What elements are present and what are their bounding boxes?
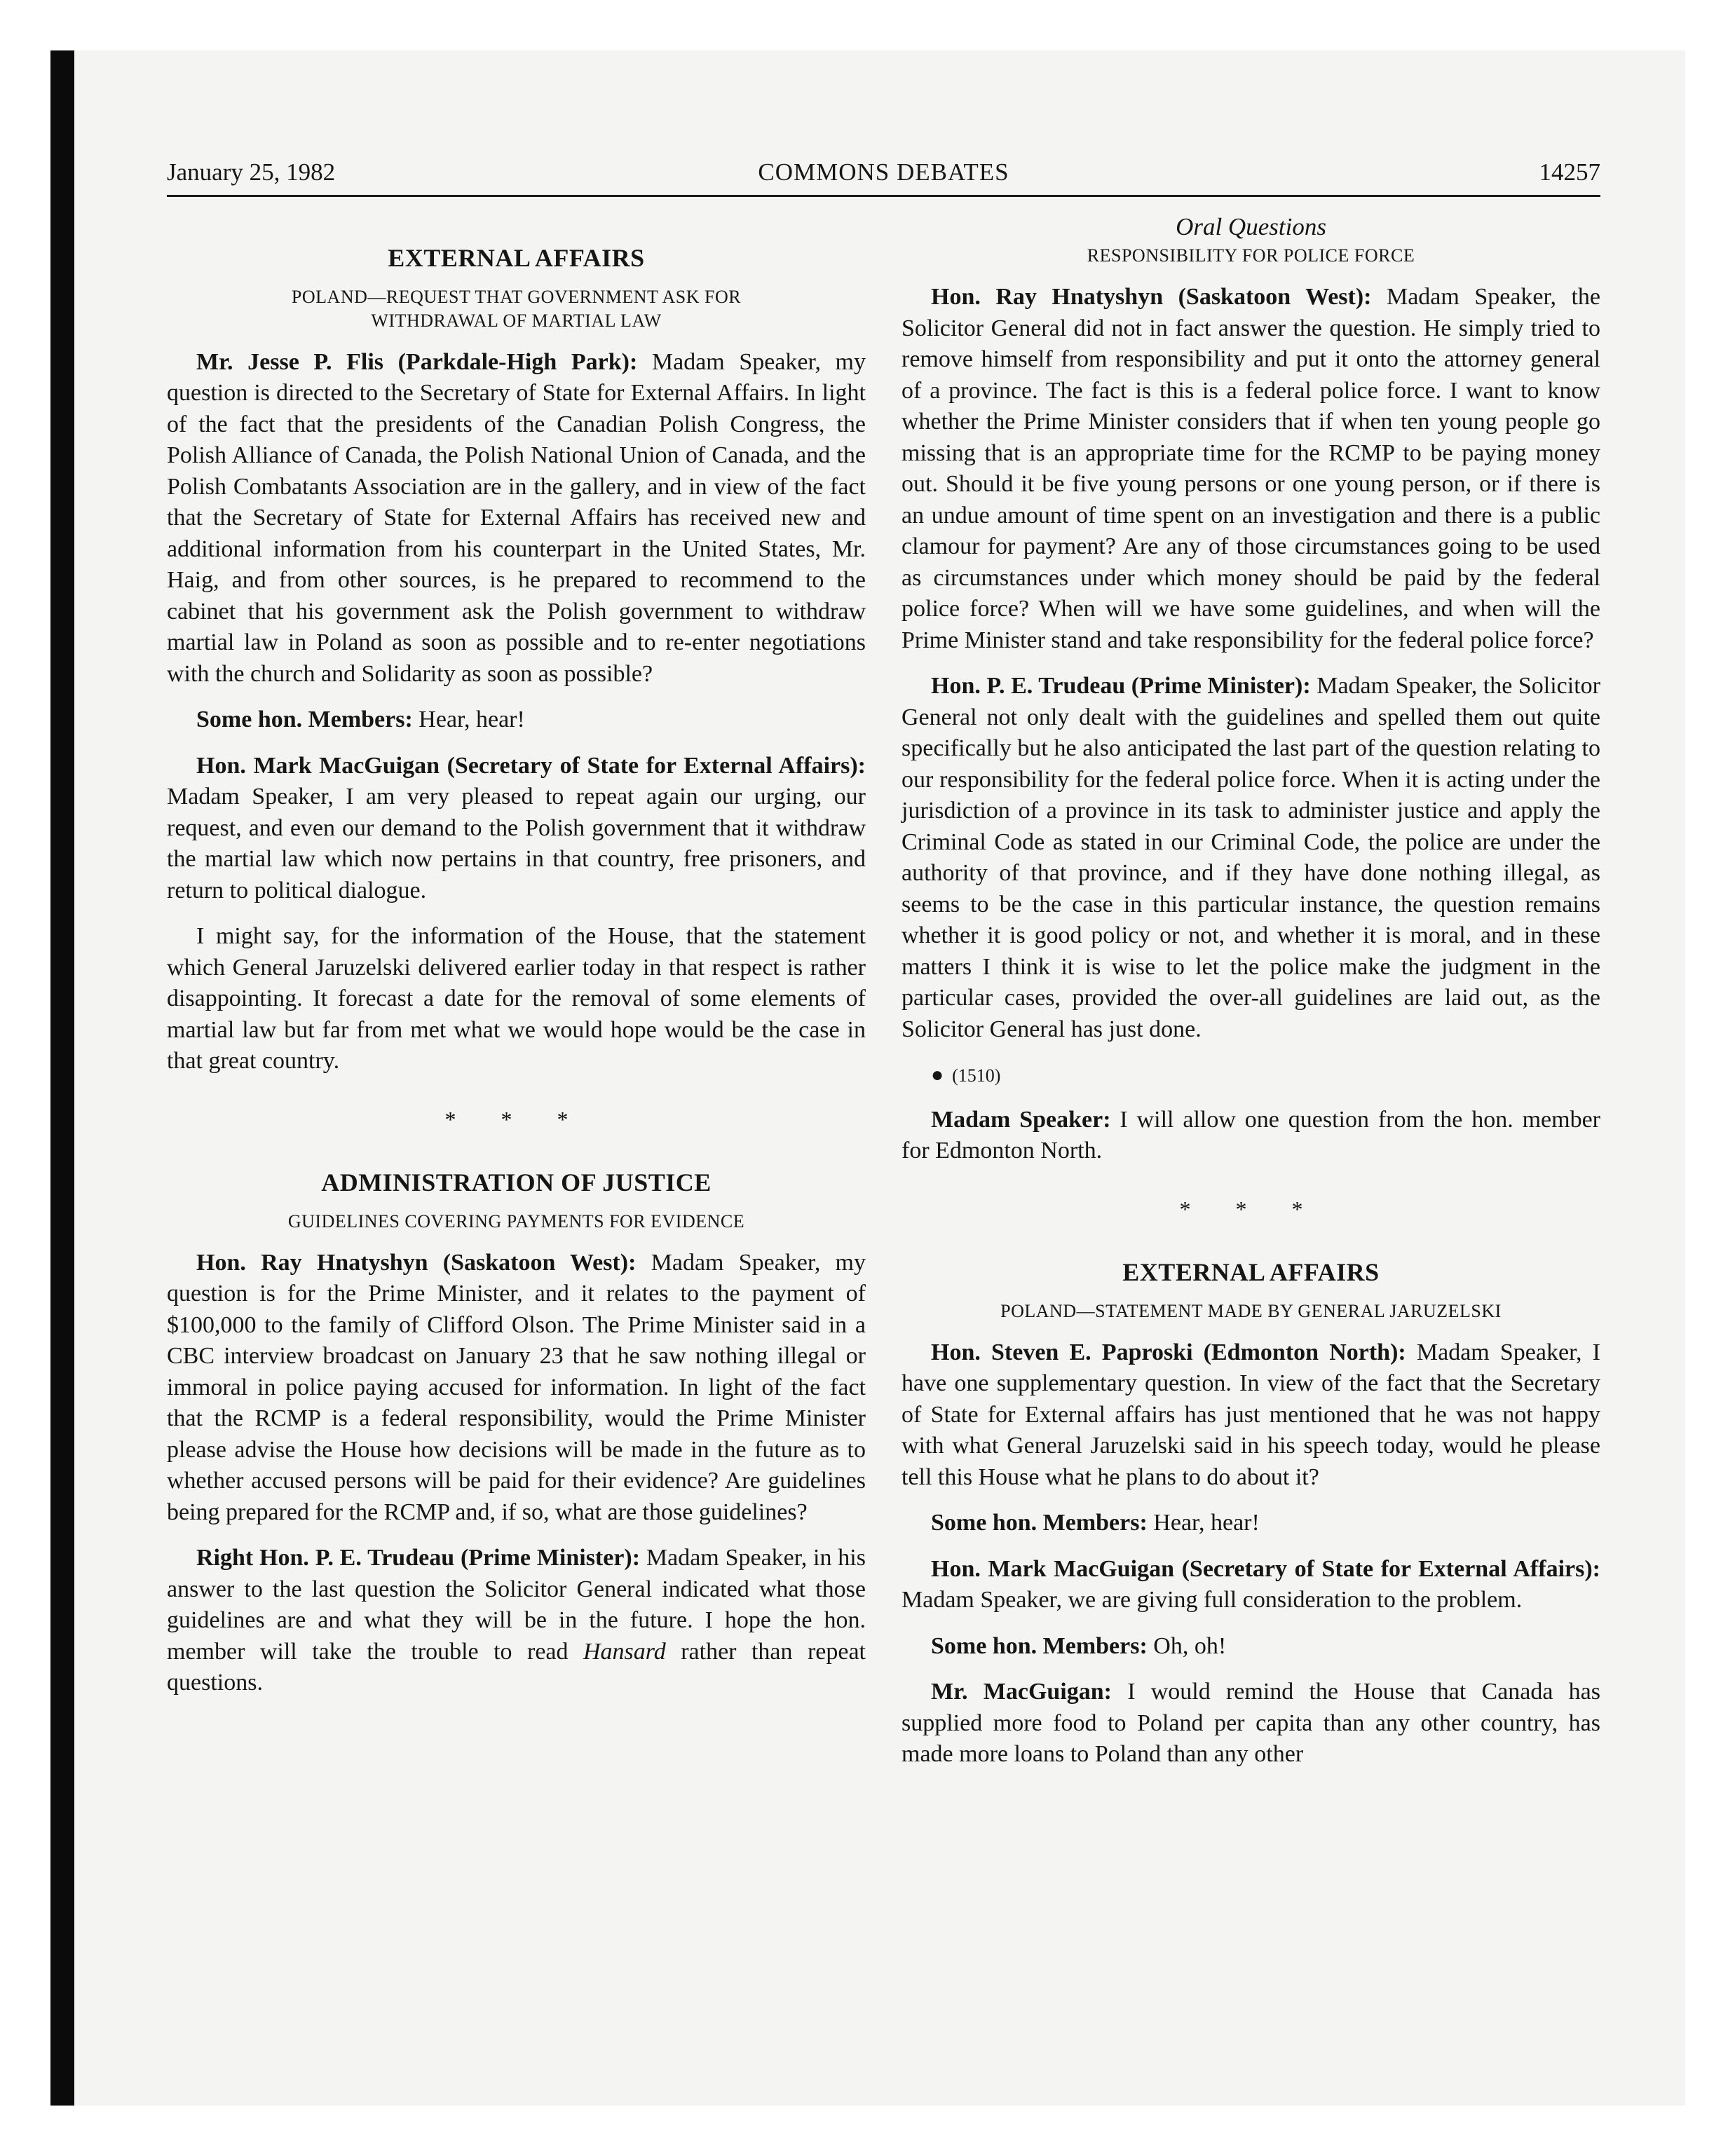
speaker-name: Hon. Mark MacGuigan (Secretary of State for External Affairs): [931, 1555, 1600, 1582]
speech-text: I would remind the House that Canada has supplied more food to Poland per capita than any other country, has made more loans to Poland than any other [901, 1679, 1601, 1767]
timestamp [931, 1060, 1600, 1092]
speech-text: Madam Speaker, I have one supplementary question. In view of the fact that the Secretary of State for External affairs has just mentioned that he was not happy with what General Jaruzelski said in his speech today, would he please tell this House what he plans to do about it? [901, 1339, 1600, 1490]
speaker-name: Hon. Ray Hnatyshyn (Saskatoon West): [931, 284, 1372, 310]
speech-paragraph [167, 704, 866, 736]
speaker-name: Madam Speaker: [931, 1106, 1111, 1133]
speech-paragraph [901, 1337, 1600, 1494]
speech-paragraph [901, 671, 1600, 1045]
section-label-oral-questions: Oral Questions [1176, 213, 1326, 240]
speech-paragraph [167, 347, 866, 690]
section-heading-external-affairs: EXTERNAL AFFAIRS [388, 244, 645, 272]
left-column [167, 213, 866, 1699]
speaker-name: Hon. Steven E. Paproski (Edmonton North): [931, 1339, 1406, 1365]
speech-text: Oh, oh! [1147, 1632, 1227, 1659]
page-header [167, 156, 1600, 197]
subheading-guidelines: GUIDELINES COVERING PAYMENTS FOR EVIDENCE [287, 1210, 745, 1231]
speaker-name: Some hon. Members: [931, 1510, 1148, 1536]
speech-text: Madam Speaker, my question is for the Prime Minister, and it relates to the payment of $100,000 to the family of Clifford Olson. The Prime Minister said in a CBC interview broadcast on January 23 that he saw nothing illegal or immoral in police paying accused for information. In light of the fact that the RCMP is a federal responsibility, would the Prime Minister please advise the House how decisions will be made in the future as to whether accused persons will be paid for their evidence? Are guidelines being prepared for the RCMP and, if so, what are those guidelines? [167, 1249, 866, 1525]
bullet-icon: ● [931, 1063, 944, 1086]
section-separator: * * * [444, 1106, 588, 1132]
speech-paragraph: I might say, for the information of the House, that the statement which General Jaruzelski delivered earlier today in that respect is rather disappointing. It forecast a date for the removal of some elements of martial law but far from met what we would hope would be the case in that great country. [167, 923, 866, 1074]
speech-text-italic: Hansard [583, 1638, 666, 1665]
speech-text: Madam Speaker, my question is directed to the Secretary of State for External Affairs. In light of the fact that the presidents of the Canadian Polish Congress, the Polish Alliance of Canada, the Polish National Union of Canada, and the Polish Combatants Association are in the gallery, and in view of the fact that the Secretary of State for External Affairs has received new and additional information from his counterpart in the United States, Mr. Haig, and from other sources, is he prepared to recommend to the cabinet that his government ask the Polish government to withdraw martial law in Poland as soon as possible and to re-enter negotiations with the church and Solidarity as soon as possible? [167, 348, 866, 687]
header-page-number: 14257 [1539, 158, 1600, 186]
subheading-poland-request [167, 285, 866, 333]
speaker-name: Some hon. Members: [931, 1632, 1148, 1659]
speech-text: Madam Speaker, we are giving full consideration to the problem. [901, 1587, 1523, 1613]
subheading-police-force: RESPONSIBILITY FOR POLICE FORCE [1087, 245, 1415, 266]
timestamp-text: (1510) [952, 1065, 1001, 1086]
speech-paragraph [167, 1543, 866, 1699]
speaker-name: Hon. Ray Hnatyshyn (Saskatoon West): [196, 1249, 637, 1276]
speaker-name: Right Hon. P. E. Trudeau (Prime Minister): [196, 1545, 641, 1571]
speech-text: rather than repeat questions. [167, 1638, 866, 1696]
speech-paragraph [167, 1248, 866, 1529]
speaker-name: Hon. Mark MacGuigan (Secretary of State for External Affairs): [196, 752, 866, 779]
speech-text: Hear, hear! [1147, 1510, 1260, 1536]
speech-paragraph [901, 1105, 1600, 1167]
subheading-line-1: POLAND—REQUEST THAT GOVERNMENT ASK FOR [291, 286, 742, 307]
speech-paragraph [901, 1631, 1600, 1663]
speech-text: Hear, hear! [412, 707, 525, 732]
speech-paragraph [167, 751, 866, 907]
speech-paragraph [901, 282, 1600, 656]
speech-text: I will allow one question from the hon. member for Edmonton North. [901, 1106, 1600, 1164]
speaker-name: Mr. Jesse P. Flis (Parkdale-High Park): [196, 348, 638, 375]
header-date: January 25, 1982 [167, 158, 336, 186]
speaker-name: Mr. MacGuigan: [931, 1679, 1112, 1705]
speech-text: Madam Speaker, the Solicitor General not only dealt with the guidelines and spelled them out quite specifically but he also anticipated the last part of the question relating to our responsibility for the federal police force. When it is acting under the jurisdiction of a province in its task to administer justice and apply the Criminal Code as stated in our Criminal Code, the police are under the authority of that province, and if they have done nothing illegal, as seems to be the case in this particular instance, the question remains whether it is good policy or not, and whether it is moral, and in these matters I think it is wise to let the police make the judgment in the particular cases, provided the over-all guidelines are laid out, as the Solicitor General has just done. [901, 673, 1600, 1042]
section-separator: * * * [1179, 1196, 1323, 1222]
speech-text: Madam Speaker, the Solicitor General did not in fact answer the question. He simply tried to remove himself from responsibility and put it onto the attorney general of a province. The fact is this is a federal police force. I want to know whether the Prime Minister considers that if when ten young people go missing that is an appropriate time for the RCMP to be paying money out. Should it be five young persons or one young person, or if there is an undue amount of time spent on an investigation and there is a public clamour for payment? Are any of those circumstances going to be used as circumstances under which money should be paid by the federal police force? When will we have some guidelines, and when will the Prime Minister stand and take responsibility for the federal police force? [901, 284, 1600, 653]
section-heading-external-affairs: EXTERNAL AFFAIRS [1122, 1258, 1380, 1286]
speech-paragraph [901, 1677, 1600, 1770]
subheading-statement-jaruzelski: POLAND—STATEMENT MADE BY GENERAL JARUZELSKI [1000, 1300, 1502, 1321]
binding-edge [50, 50, 74, 2106]
section-heading-administration-of-justice: ADMINISTRATION OF JUSTICE [321, 1168, 712, 1196]
speech-text: Madam Speaker, in his answer to the last question the Solicitor General indicated what those guidelines are and what they will be in the future. I hope the hon. member will take the trouble to read [167, 1545, 866, 1665]
header-title: COMMONS DEBATES [758, 158, 1009, 186]
speaker-name: Hon. P. E. Trudeau (Prime Minister): [931, 673, 1311, 699]
right-column [901, 213, 1600, 1770]
subheading-line-2: WITHDRAWAL OF MARTIAL LAW [371, 310, 662, 331]
speech-text: Madam Speaker, I am very pleased to repeat again our urging, our request, and even our demand to the Polish government that it withdraw the martial law which now pertains in that country, free prisoners, and return to political dialogue. [167, 784, 866, 903]
speech-paragraph [901, 1508, 1600, 1539]
speech-paragraph [901, 1554, 1600, 1616]
speaker-name: Some hon. Members: [196, 707, 413, 732]
